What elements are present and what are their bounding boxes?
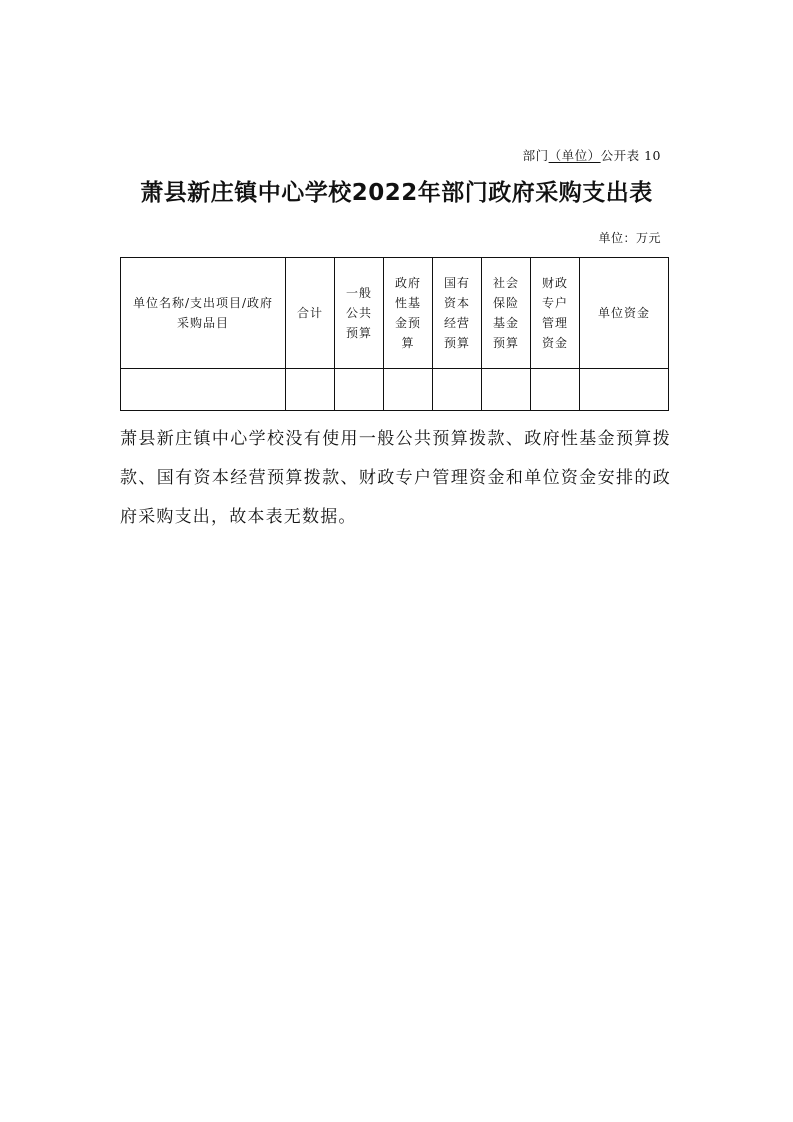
procurement-table [120, 257, 669, 411]
table-cell [482, 369, 531, 411]
column-header-social-insurance-budget: 社会保险基金预算 [482, 258, 531, 369]
column-header-unit-funds: 单位资金 [580, 258, 669, 369]
form-number-suffix: 公开表 10 [600, 148, 661, 163]
table-cell [384, 369, 433, 411]
table-row [121, 369, 669, 411]
form-number-label [523, 146, 661, 164]
column-header-state-capital-budget: 国有资本经营预算 [433, 258, 482, 369]
column-header-name: 单位名称/支出项目/政府采购品目 [121, 258, 286, 369]
unit-label: 单位：万元 [598, 231, 661, 245]
table-cell [433, 369, 482, 411]
table-cell [580, 369, 669, 411]
column-header-general-budget: 一般公共预算 [335, 258, 384, 369]
form-number-unit: （单位） [548, 148, 601, 163]
table-cell [531, 369, 580, 411]
table-header-row [121, 258, 669, 369]
column-header-fiscal-special-account: 财政专户管理资金 [531, 258, 580, 369]
table-cell [286, 369, 335, 411]
form-number-prefix: 部门 [522, 148, 549, 163]
no-data-note: 萧县新庄镇中心学校没有使用一般公共预算拨款、政府性基金预算拨款、国有资本经营预算拨款、财政专户管理资金和单位资金安排的政府采购支出，故本表无数据。 [120, 429, 671, 527]
table-cell [335, 369, 384, 411]
table-cell [121, 369, 286, 411]
column-header-total: 合计 [286, 258, 335, 369]
column-header-gov-fund-budget: 政府性基金预算 [384, 258, 433, 369]
document-title: 萧县新庄镇中心学校2022年部门政府采购支出表 [140, 180, 653, 206]
